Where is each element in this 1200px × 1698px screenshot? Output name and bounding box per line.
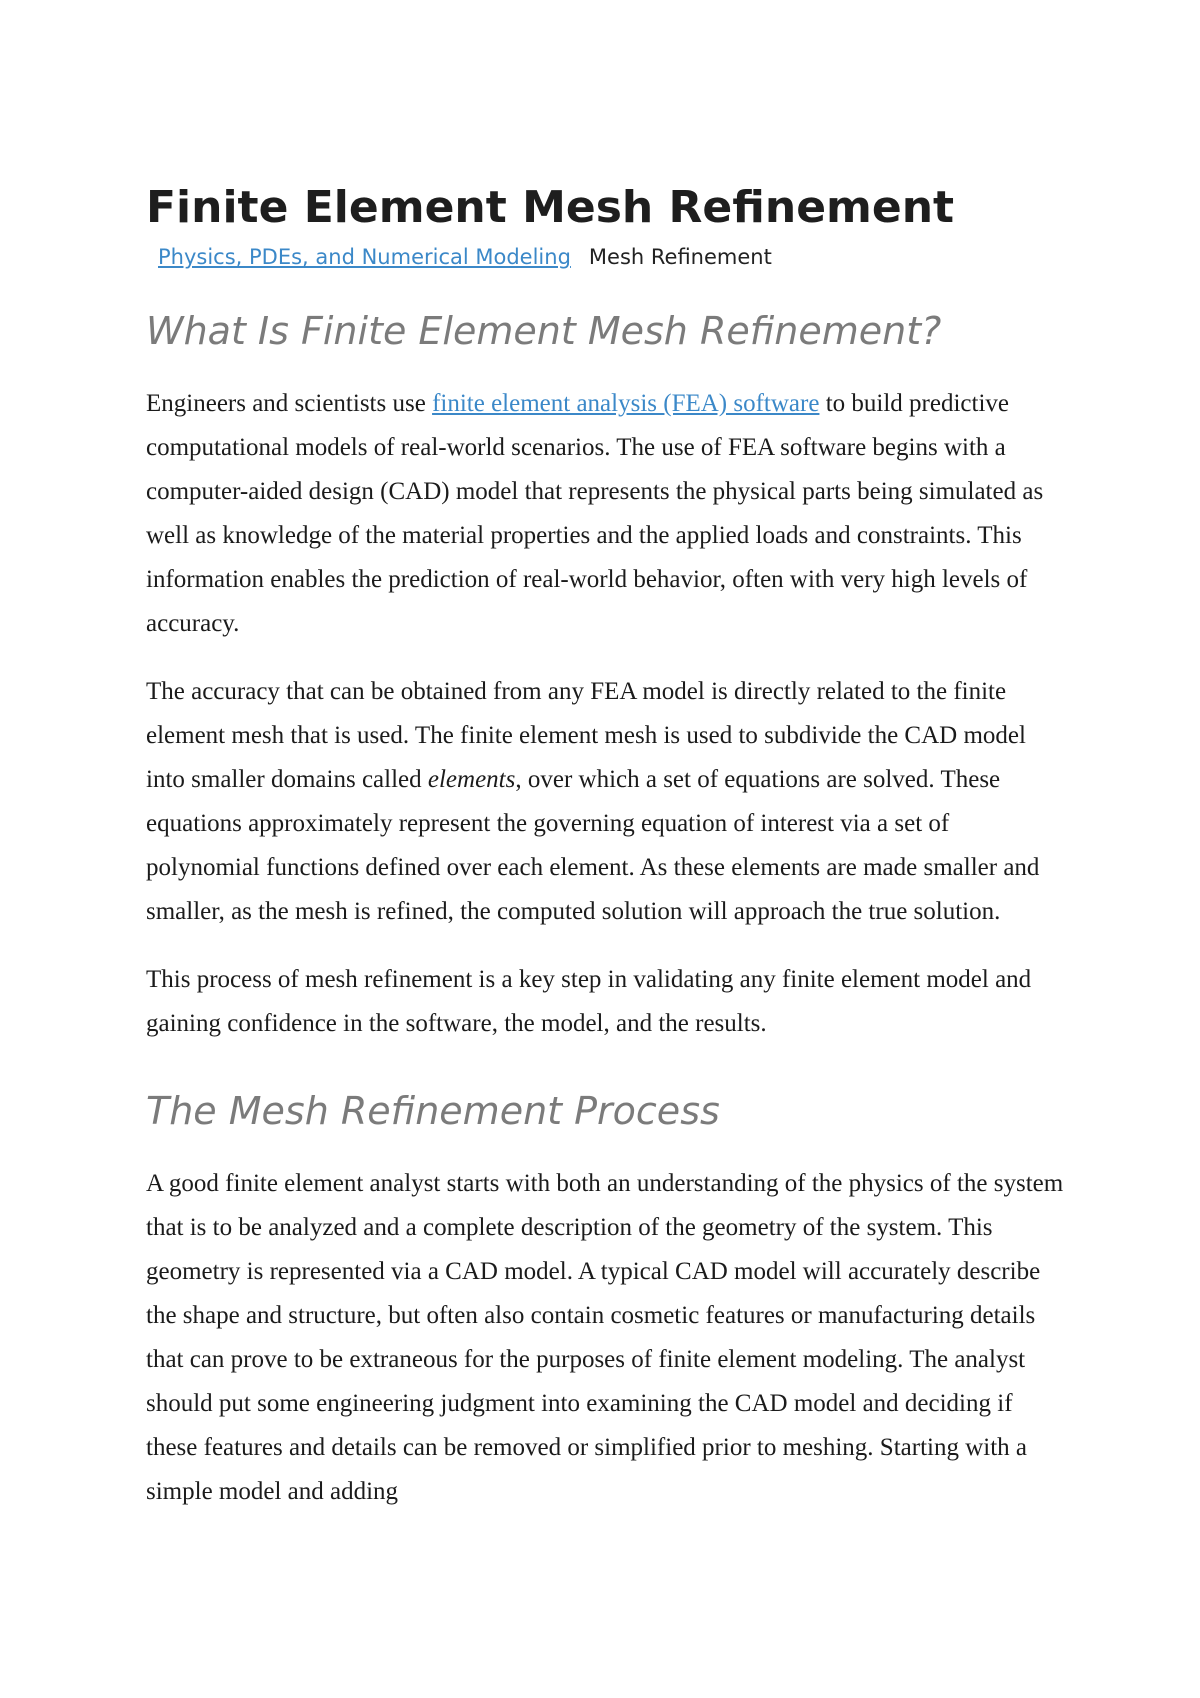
paragraph-intro-text-before: Engineers and scientists use xyxy=(146,390,433,417)
breadcrumb xyxy=(146,242,1066,272)
paragraph-process: A good finite element analyst starts with both an understanding of the physics of the system that is to be analyzed and a complete description of the geometry of the system. This geometry is represented via a CAD model. A typical CAD model will accurately describe the shape and structure, but often also contain cosmetic features or manufacturing details that can prove to be extraneous for the purposes of finite element modeling. The analyst should put some engineering judgment into examining the CAD model and deciding if these features and details can be removed or simplified prior to meshing. Starting with a simple model and adding xyxy=(146,1170,1064,1505)
document-page xyxy=(146,178,1066,1514)
paragraph-validation: This process of mesh refinement is a key step in validating any finite element model and gaining confidence in the software, the model, and the results. xyxy=(146,966,1032,1037)
section-heading-mesh-refinement-process: The Mesh Refinement Process xyxy=(146,1089,720,1133)
breadcrumb-link-physics-pdes[interactable]: Physics, PDEs, and Numerical Modeling xyxy=(158,245,571,269)
paragraph-intro-text-after: to build predictive computational models of real-world scenarios. The use of FEA software begins with a computer-aided design (CAD) model that represents the physical parts being simulated as well as knowledge of the material properties and the applied loads and constraints. This information enables the prediction of real-world behavior, often with very high levels of accuracy. xyxy=(146,390,1044,637)
elements-emphasis: elements xyxy=(427,766,516,793)
paragraph-accuracy xyxy=(146,670,1066,934)
fea-software-link[interactable]: finite element analysis (FEA) software xyxy=(432,390,820,417)
paragraph-accuracy-text-after: , over which a set of equations are solved. These equations approximately represent the governing equation of interest via a set of polynomial functions defined over each element. As these elements are made smaller and smaller, as the mesh is refined, the computed solution will approach the true solution. xyxy=(146,766,1040,925)
paragraph-intro xyxy=(146,382,1066,646)
breadcrumb-current: Mesh Refinement xyxy=(588,245,772,269)
paragraph-accuracy-text-before: The accuracy that can be obtained from any FEA model is directly related to the finite element mesh that is used. The finite element mesh is used to subdivide the CAD model into smaller domains called xyxy=(146,678,1026,793)
page-title: Finite Element Mesh Refinement xyxy=(146,182,955,233)
section-heading-what-is-mesh-refinement: What Is Finite Element Mesh Refinement? xyxy=(146,309,942,353)
